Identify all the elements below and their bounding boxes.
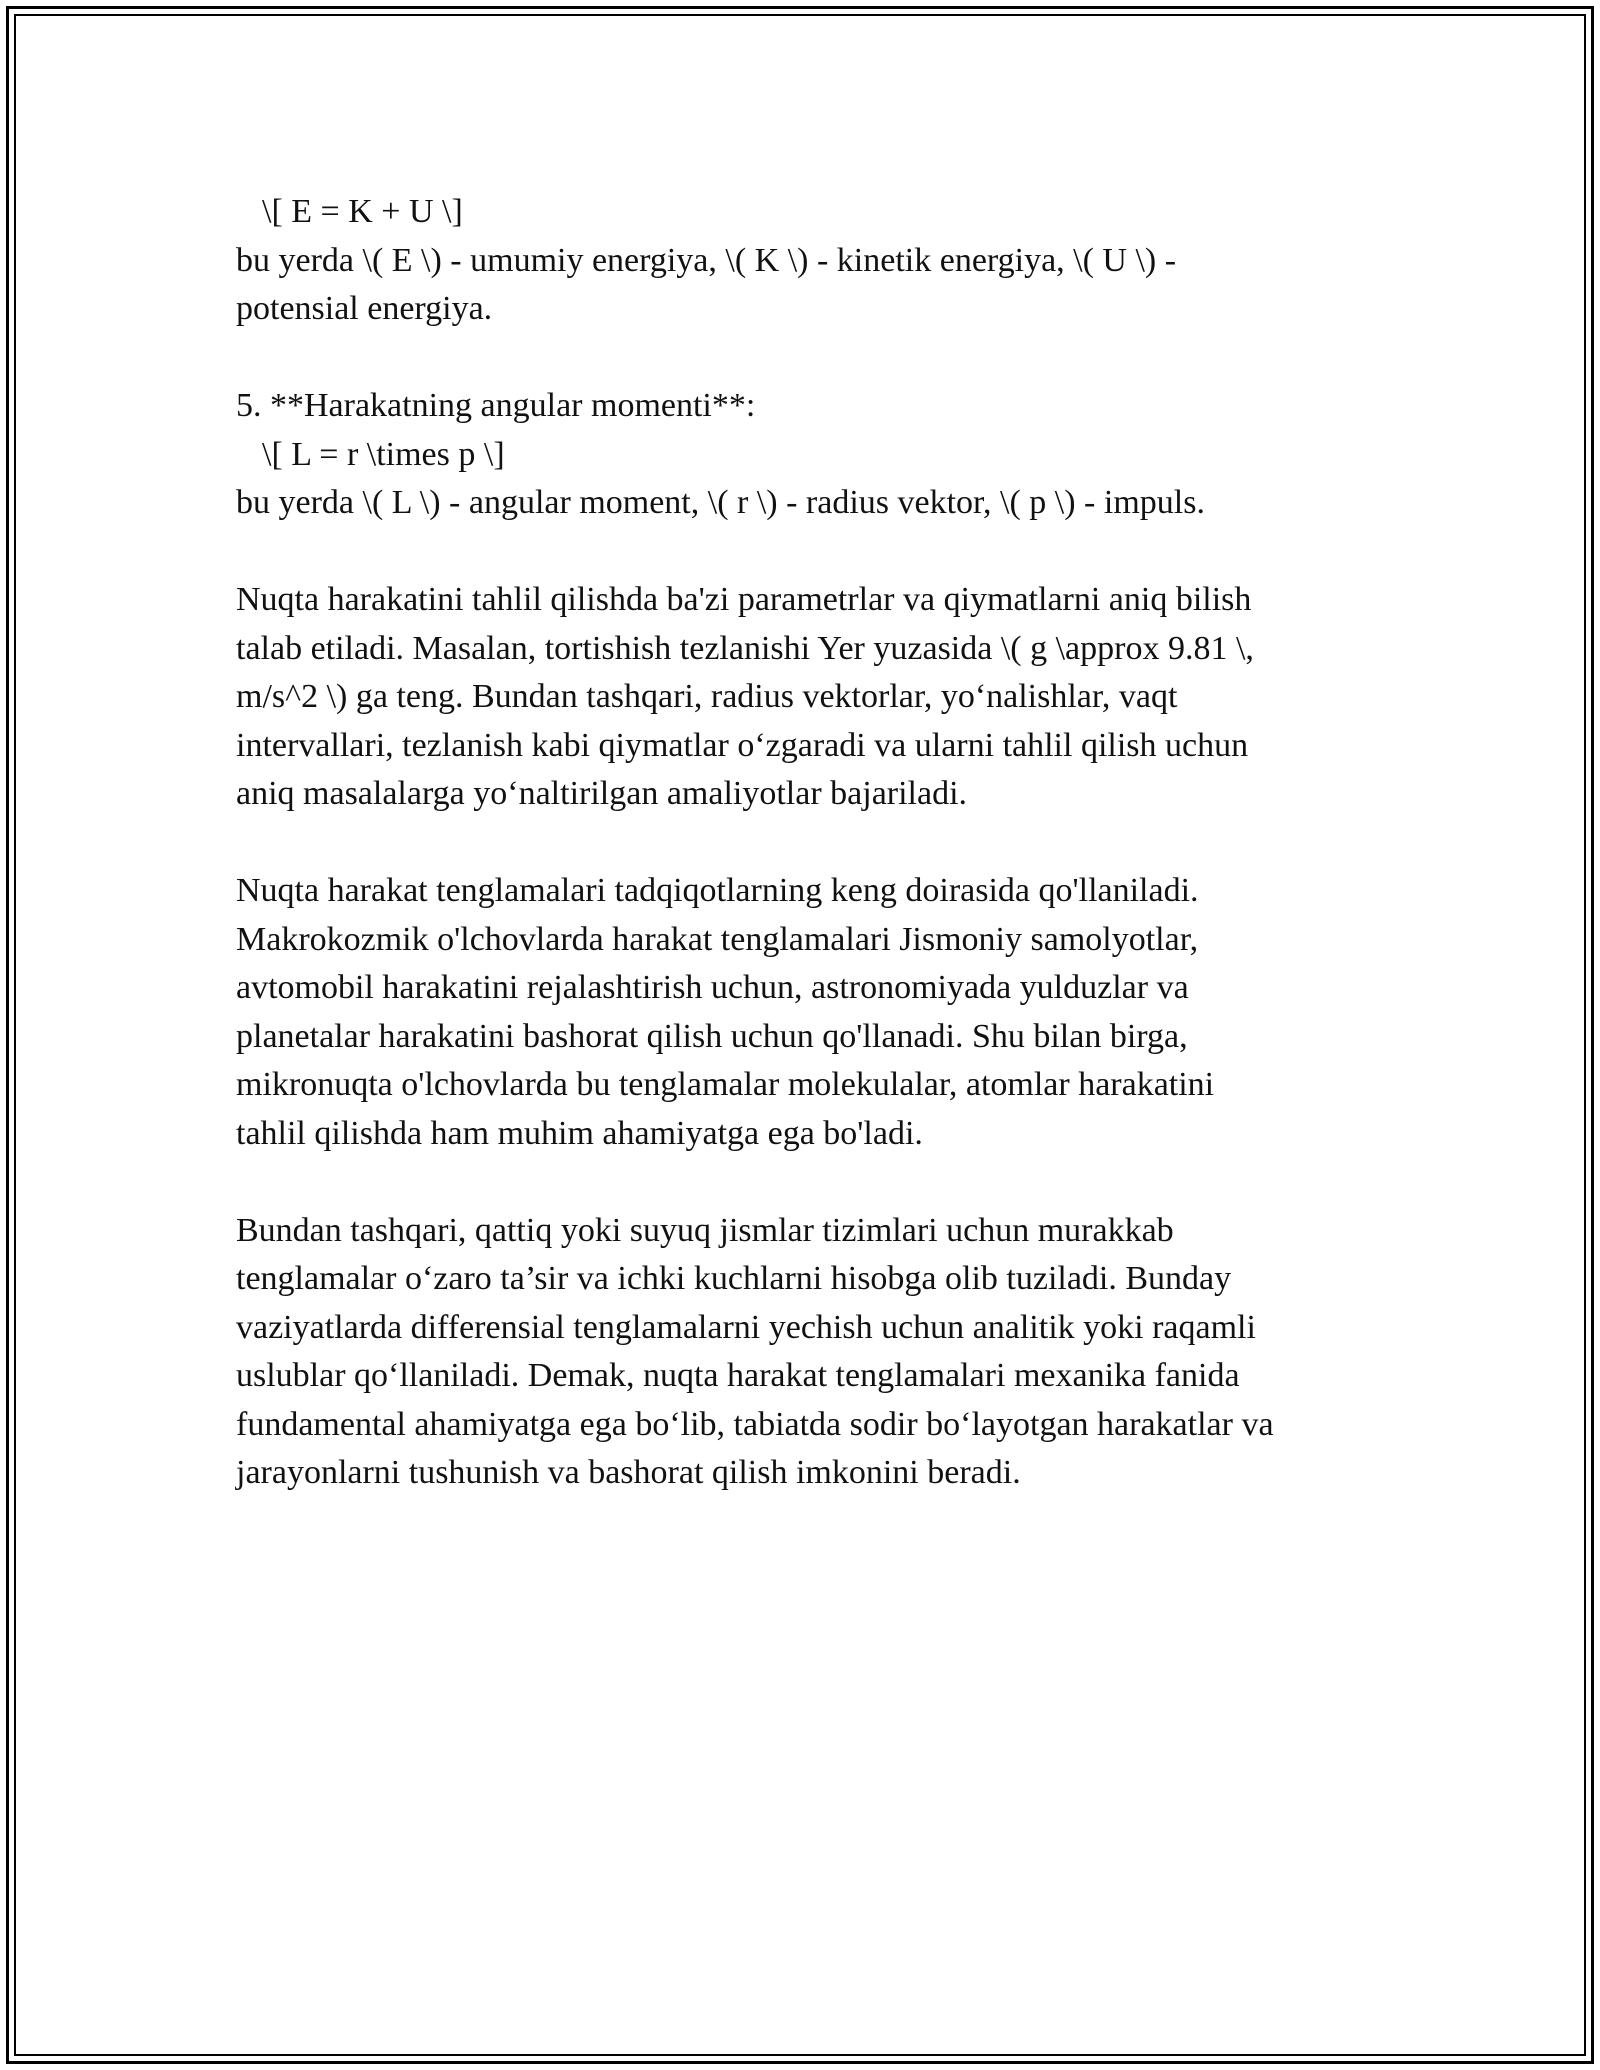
text-line: talab etiladi. Masalan, tortishish tezlanishi Yer yuzasida \( g \approx 9.81 \, [236,629,1254,667]
paragraph-angular-momentum [236,382,1376,528]
text-line: uslublar qo‘llaniladi. Demak, nuqta harakat tenglamalari mexanika fanida [236,1357,1240,1394]
paragraph-energy [236,188,1376,334]
document-body [236,188,1376,1498]
text-line: m/s^2 \) ga teng. Bundan tashqari, radius vektorlar, yo‘nalishlar, vaqt [236,678,1178,715]
text-line: vaziyatlarda differensial tenglamalarni yechish uchun analitik yoki raqamli [236,1308,1256,1346]
text-line: Nuqta harakat tenglamalari tadqiqotlarning keng doirasida qo'llaniladi. [236,872,1199,909]
text-line: mikronuqta o'lchovlarda bu tenglamalar molekulalar, atomlar harakatini [236,1066,1215,1103]
text-line: avtomobil harakatini rejalashtirish uchun, astronomiyada yulduzlar va [236,969,1189,1006]
text-line: intervallari, tezlanish kabi qiymatlar o‘zgaradi va ularni tahlil qilish uchun [236,726,1249,764]
text-line: planetalar harakatini bashorat qilish uchun qo'llanadi. Shu bilan birga, [236,1017,1188,1055]
text-line: 5. **Harakatning angular momenti**: [236,387,756,424]
text-line: tahlil qilishda ham muhim ahamiyatga ega bo'ladi. [236,1114,923,1152]
text-line: tenglamalar o‘zaro ta’sir va ichki kuchlarni hisobga olib tuziladi. Bunday [236,1260,1232,1297]
text-line: jarayonlarni tushunish va bashorat qilish imkonini beradi. [236,1454,1021,1491]
text-line: bu yerda \( E \) - umumiy energiya, \( K \) - kinetik energiya, \( U \) - [236,241,1177,279]
text-line: Makrokozmik o'lchovlarda harakat tenglamalari Jismoniy samolyotlar, [236,920,1199,958]
formula-line: \[ E = K + U \] [262,193,463,230]
text-line: fundamental ahamiyatga ega bo‘lib, tabiatda sodir bo‘layotgan harakatlar va [236,1405,1274,1443]
text-line: potensial energiya. [236,290,493,327]
text-line: Bundan tashqari, qattiq yoki suyuq jismlar tizimlari uchun murakkab [236,1211,1174,1249]
paragraph-applications [236,867,1376,1158]
text-line: aniq masalalarga yo‘naltirilgan amaliyotlar bajariladi. [236,775,968,812]
paragraph-conclusion [236,1207,1376,1498]
paragraph-parameters [236,576,1376,819]
text-line: Nuqta harakatini tahlil qilishda ba'zi parametrlar va qiymatlarni aniq bilish [236,581,1252,618]
text-line: bu yerda \( L \) - angular moment, \( r \) - radius vektor, \( p \) - impuls. [236,484,1205,521]
formula-line: \[ L = r \times p \] [262,435,505,473]
